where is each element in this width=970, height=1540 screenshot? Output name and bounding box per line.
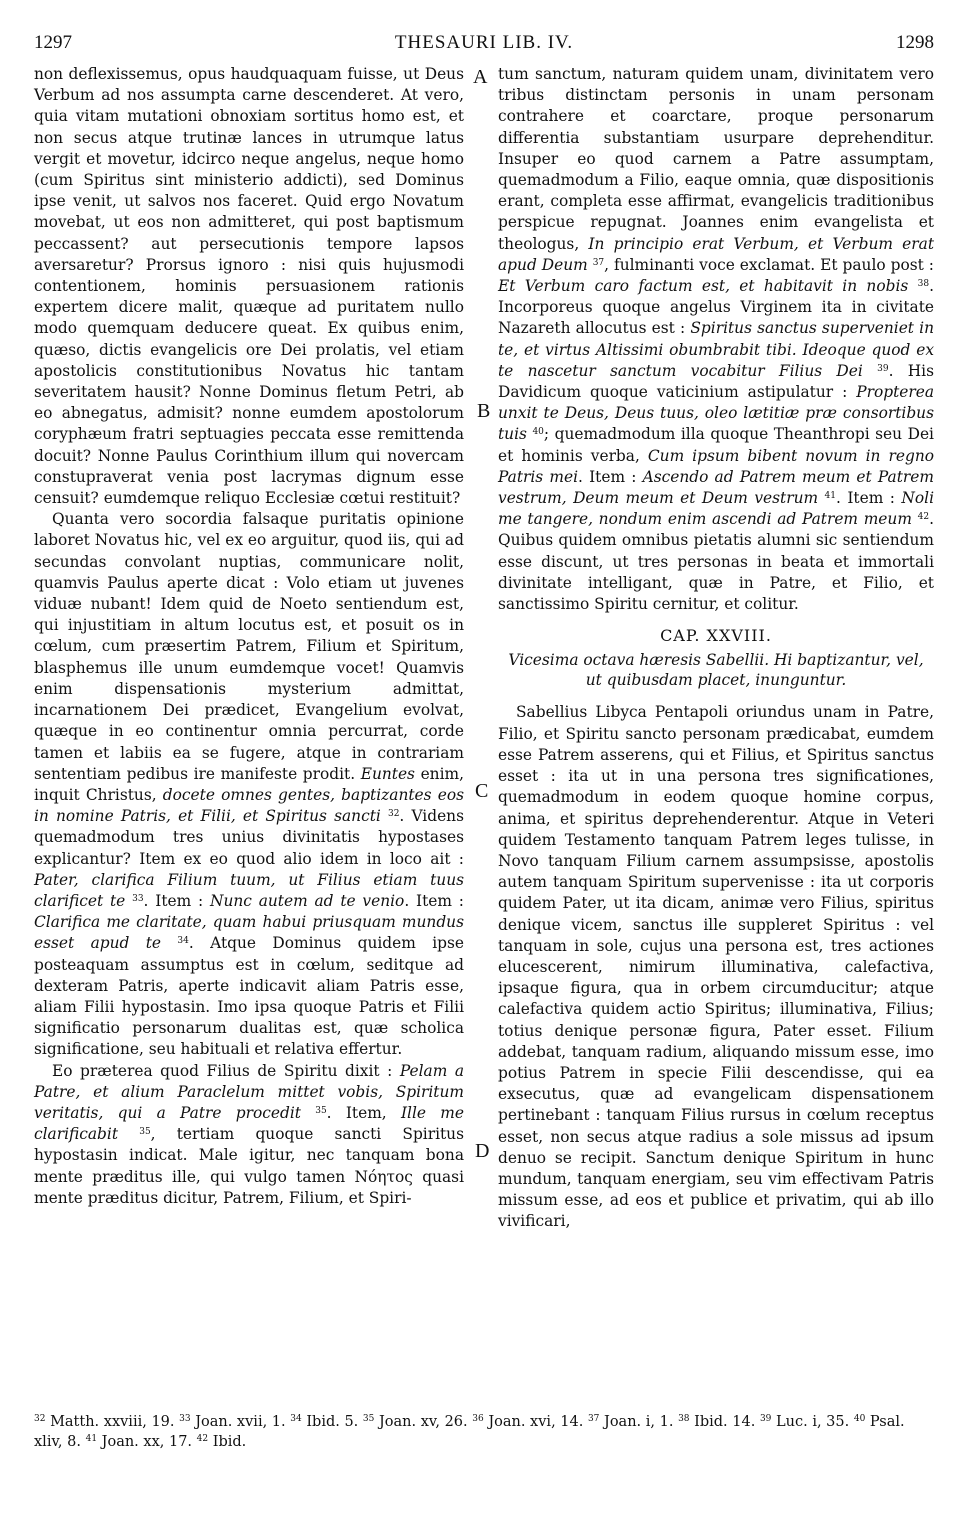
footnote-ref[interactable]: 34 [177,936,189,947]
footnote-number: 36 [472,1414,484,1424]
footnotes [34,1412,934,1452]
footnote-text: Psal. xliv, 8. [34,1414,905,1450]
text-run: . His Davidicum quoque vaticinium astipulatur : [498,361,934,402]
text-run: . Videns quemadmodum tres unius divinitatis hypostases explicantur? Item ex eo quod alio idem in loco ait : [34,807,464,868]
footnote-ref[interactable]: 37 [592,257,605,268]
citation-italic: Pelam a Patre, et alium Paraclelum mittet vobis, Spiritum veritatis, qui a Patre procedit [34,1061,464,1122]
footnote-ref[interactable]: 35 [315,1105,327,1116]
text-run: . Quibus quidem omnibus pietatis alumni sic sentiendum esse discunt, ut tres personas in beata et immortali divinitate intelligant, quæ in Patre, et Filio, et sanctissimo Spiritu cernitur, et colitur. [498,510,934,614]
footnote-text: Joan. xvi, 14. [488,1414,584,1430]
text-run: . Item : [404,891,464,910]
citation-italic: docete omnes gentes, baptizantes eos in nomine Patris, et Filii, et Spiritus sancti [34,785,464,826]
footnote-ref[interactable]: 35 [139,1127,151,1138]
footnote-text: Joan. xv, 26. [378,1414,468,1430]
footnote-number: 37 [587,1414,600,1424]
footnote-text: Joan. xvii, 1. [195,1414,286,1430]
left-column [34,64,464,1209]
text-run: Sabellius Libyca Pentapoli oriundus unam in Patre, Filio, et Spiritu sancto personam prædicabat, eumdem esse Patrem asserens, qui et Filius, et Spiritus sanctus esset : ita ut in una persona tres significationes, quemadmodum in eodem quoque homine corpus, anima, et spiritus deprehenderentur. Atque in Veteri quidem Testamento tanquam Patrem leges tulisse, in Novo tanquam Filium carnem assumpsisse, apostolis autem tanquam Spiritum supervenisse : ita ut corporis quidem Pater, ut ita dicam, animæ vero Filius, spiritus denique vicem, sanctus ille suppleret Spiritus : vel tanquam in sole, cujus una persona est, tres actiones elucescerent, nimirum illuminativa, calefactiva, ipsaque figura, qua in orbem circumducitur; atque calefactiva quidem actio Spiritus; illuminativa, Filius; totius denique personæ figura, Pater esset. Filium addebat, tanquam radium, aliquando missum esse, imo potius Patrem in specie Filii descendisse, qui ea exsecutus, quæ ad evangelicam dispensationem pertinebant : tanquam Filius rursus in cœlum receptus esset, non secus atque radius a sole missus ad ipsum denuo se recipit. Sanctum denique Spiritum in hunc mundum, tanquam energiam, seu vim effectivam Patris missum esse, ad eos et publice et privatim, qui ab illo vivificari, [498,703,934,1231]
footnote-text: Luc. i, 35. [776,1414,850,1430]
paragraph [34,1061,464,1209]
section-marker-b: B [477,400,491,422]
citation-italic: Spiritus sanctus superveniet in te, et virtus Altissimi obumbrabit tibi. Ideoque quod ex te nascetur sanctum vocabitur Filius Dei [498,319,935,380]
footnote-number: 32 [34,1414,46,1424]
footnote-text: Joan. xx, 17. [101,1434,193,1450]
chapter-heading: CAP. XXVIII. [660,626,772,646]
footnote-number: 39 [759,1414,772,1424]
footnote-text: Ibid. 5. [306,1414,359,1430]
footnote-number: 34 [290,1414,302,1424]
text-run: . Item, [326,1103,401,1122]
footnote-ref[interactable]: 33 [132,893,144,904]
footnote-ref[interactable]: 41 [824,491,836,502]
footnote-ref[interactable]: 32 [387,809,400,820]
footnote-ref[interactable]: 40 [532,427,544,438]
running-title: THESAURI LIB. IV. [394,32,574,53]
text-run: enim, inquit Christus, [34,764,464,804]
citation-italic: Pater, clarifica Filium tuum, ut Filius etiam tuus clarificet te [34,870,464,910]
citation-italic: Propterea unxit te Deus, Deus tuus, oleo lætitiæ præ consortibus tuis [498,383,934,444]
text-run: , tertiam quoque sancti Spiritus hypostasin indicat. Male igitur, nec tanquam bona mente præditus ille, qui vulgo tamen Νόητος quasi mente præditus dicitur, Patrem, Filium, et Spiri- [34,1125,464,1207]
page-number-right: 1298 [896,32,934,53]
citation-italic: Euntes [360,764,415,783]
citation-italic: Noli me tangere, nondum enim ascendi ad Patrem meum [498,489,934,529]
footnote-ref[interactable]: 39 [877,363,889,374]
section-marker-c: C [475,780,489,802]
text-run: tum sanctum, naturam quidem unam, divinitatem vero tribus distinctam personis in unam personam contrahere et coarctare, proque personarum differentia substantiam usurpare deprehenditur. Insuper eo quod carnem a Patre assumptam, quemadmodum a Filio, eaque omnia, quæ dispositionis erant, completa esse affirmat, evangelicis traditionibus perspicue repugnat. Joannes enim evangelista et theologus, [498,65,934,253]
text-run: , fulminanti voce exclamat. Et paulo post : [604,255,934,274]
footnote-number: 33 [179,1414,191,1424]
chapter-subheading: Vicesima octava hæresis Sabellii. Hi baptizantur, vel, ut quibusdam placet, inunguntur. [508,651,924,690]
right-column [498,64,934,1233]
text-run: . Item : [143,891,210,910]
page-header [34,32,934,62]
footnote-number: 35 [362,1414,375,1424]
footnote-number: 41 [85,1434,98,1444]
section-marker-a: A [473,66,488,88]
paragraph [34,64,464,509]
text-run: Quanta vero socordia falsaque puritatis opinione laboret Novatus hic, vel ex eo arguitur, quod iis, qui ad secundas convolant nuptias, communicare nolit, quamvis Paulus aperte dicat : Volo etiam ut juvenes viduæ nubant! Idem quid de Noeto sentiendum est, qui injustitiam in altum locutus est, et posuit os in cœlum, cum præsertim Patrem, Filium et Spiritum, blasphemus ille unum eumdemque vocet! Quamvis enim dispensationis mysterium admittat, incarnationem Dei prædicet, Evangelium evolvat, quæque in eo continentur omnia percurrat, corde tamen et labiis ea se fugere, atque in contrariam sententiam pedibus ire manifeste prodit. [34,510,464,783]
footnote-number: 40 [853,1414,866,1424]
footnote-ref[interactable]: 42 [917,512,930,523]
footnote-text: Ibid. 14. [694,1414,756,1430]
section-marker-d: D [475,1140,490,1162]
paragraph [498,64,934,615]
citation-italic: Cum ipsum bibent novum in regno Patris mei [498,446,934,486]
footnote-text: Matth. xxviii, 19. [50,1414,175,1430]
citation-italic: Nunc autem ad te venio [210,891,405,910]
text-run: . Item : [578,467,643,486]
text-run: . Item : [836,489,902,508]
footnote-ref[interactable]: 38 [917,279,930,290]
paragraph [34,509,464,1060]
footnote-number: 38 [678,1414,690,1424]
footnote-number: 42 [196,1434,209,1444]
footnote-text: Joan. i, 1. [604,1414,674,1430]
page-number-left: 1297 [34,32,72,53]
citation-italic: In principio erat Verbum, et Verbum erat apud Deum [498,234,935,274]
citation-italic: Et Verbum caro factum est, et habitavit in nobis [498,277,909,296]
citation-italic: Clarifica me claritate, quam habui priusquam mundus esset apud te [34,913,464,953]
text-run: Eo præterea quod Filius de Spiritu dixit : [52,1061,400,1080]
text-run: ; quemadmodum illa quoque Theanthropi seu Dei et hominis verba, [498,425,934,465]
text-run: . Incorporeus quoque angelus Virginem ita in civitate Nazareth allocutus est : [498,277,934,338]
citation-italic: Ascendo ad Patrem meum et Patrem vestrum, Deum meum et Deum vestrum [498,467,934,508]
text-run: . Atque Dominus quidem ipse posteaquam assumptus est in cœlum, seditque ad dexteram Patris, aperte indicavit aliam Patris esse, aliam Filii hypostasin. Imo ipsa quoque Patris et Filii significatio personarum dualitas est, quæ scholica significatione, seu habituali et relativa effertur. [34,934,464,1059]
paragraph [498,702,934,1232]
footnote-text: Ibid. [212,1434,247,1450]
text-run: non deflexissemus, opus haudquaquam fuisse, ut Deus Verbum ad nos assumpta carne descenderet. At vero, quia vitam mutationi obnoxiam sortitus homo est, et non secus atque trutinæ lances in utrumque latus vergit et movetur, idcirco neque angelus, neque homo (cum Spiritus sint ministerio addicti), sed Dominus ipse venit, ut salvos nos faceret. Quid ergo Novatum movebat, ut eos non admitteret, qui post baptismum peccassent? aut persecutionis tempore lapsos aversaretur? Prorsus ignoro : nisi quis hujusmodi contentionem, hominis persuasionem rationis expertem dicere malit, quæque ad puritatem nullo modo quemquam deducere queat. Ex quibus enim, quæso, dictis evangelicis ore Dei prolatis, vel etiam apostolicis constitutionibus Novatus hic tantam severitatem hausit? Nonne Dominus fletum Petri, ab eo abnegatus, admisit? nonne eumdem apostolorum coryphæum fratri septuagies peccata esse remittenda docuit? Nonne Paulus Corinthium illum qui novercam constupraverat venia post lacrymas dignum esse censuit? eumdemque reliquo Ecclesiæ cœtui restituit? [34,65,464,508]
citation-italic: Ille me clarificabit [34,1103,464,1144]
